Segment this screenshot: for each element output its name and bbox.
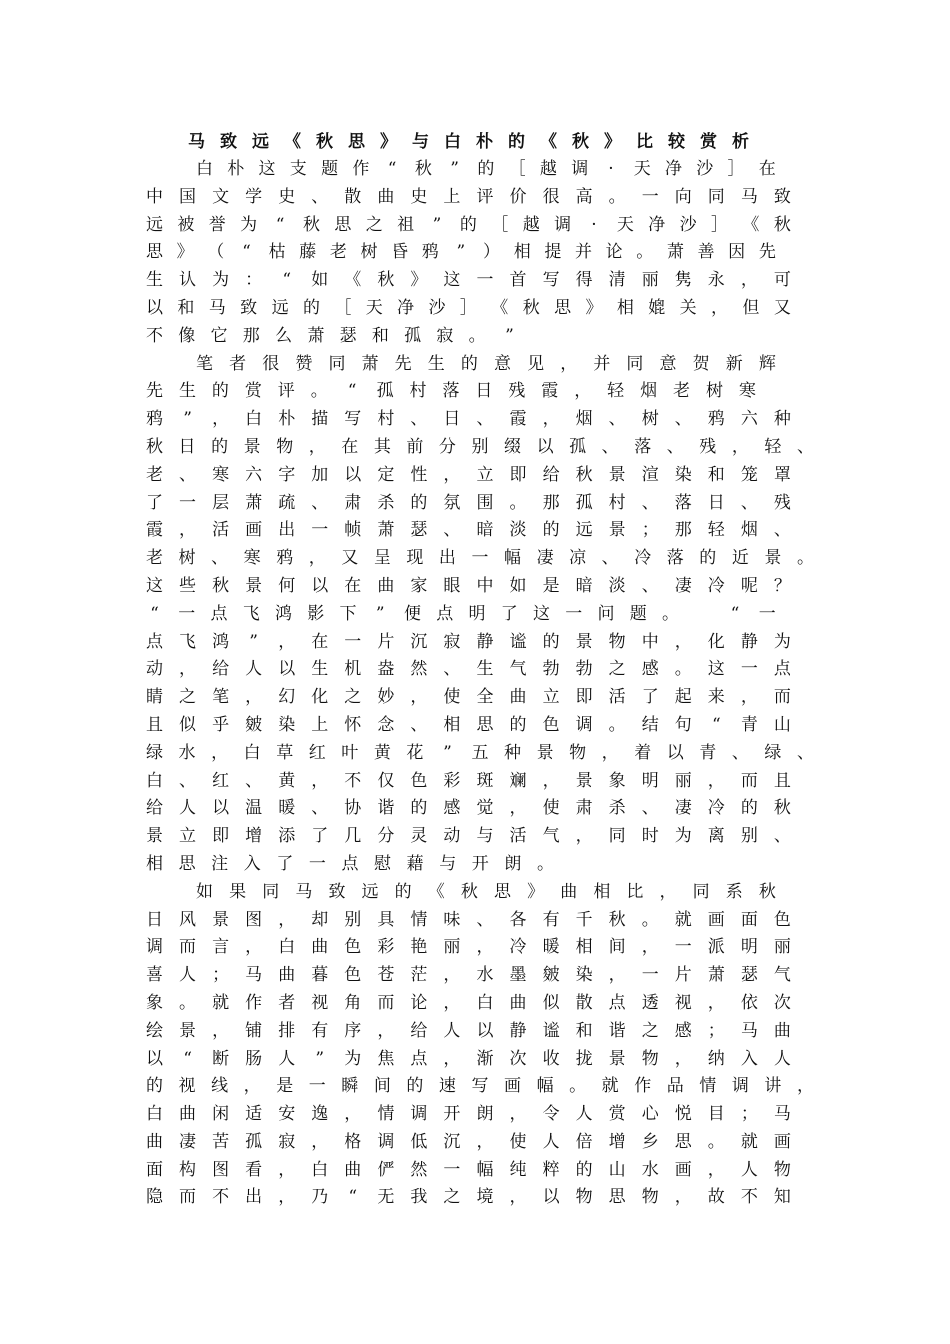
document-title: 马致远《秋思》与白朴的《秋》比较赏析 bbox=[188, 132, 764, 152]
text-line: 中 国 文 学 史 、 散 曲 史 上 评 价 很 高 。 一 向 同 马 致 bbox=[146, 186, 791, 207]
text-line: 笔 者 很 赞 同 萧 先 生 的 意 见 ， 并 同 意 贺 新 辉 bbox=[196, 353, 776, 374]
text-line: 景 立 即 增 添 了 几 分 灵 动 与 活 气 ， 同 时 为 离 别 、 bbox=[146, 826, 791, 847]
text-line: 面 构 图 看 ， 白 曲 俨 然 一 幅 纯 粹 的 山 水 画 ， 人 物 bbox=[146, 1159, 791, 1180]
text-line: 的 视 线 ， 是 一 瞬 间 的 速 写 画 幅 。 就 作 品 情 调 讲 ， bbox=[146, 1076, 814, 1097]
text-line: 以 “ 断 肠 人 ” 为 焦 点 ， 渐 次 收 拢 景 物 ， 纳 入 人 bbox=[146, 1048, 791, 1069]
text-line: 先 生 的 赏 评 。 “ 孤 村 落 日 残 霞 ， 轻 烟 老 树 寒 bbox=[146, 381, 756, 402]
text-line: 喜 人 ； 马 曲 暮 色 苍 茫 ， 水 墨 皴 染 ， 一 片 萧 瑟 气 bbox=[146, 965, 791, 986]
text-line: 隐 而 不 出 ， 乃 “ 无 我 之 境 ， 以 物 思 物 ， 故 不 知 bbox=[146, 1187, 791, 1208]
text-line: 如 果 同 马 致 远 的 《 秋 思 》 曲 相 比 ， 同 系 秋 bbox=[196, 881, 776, 902]
text-line: 点 飞 鸿 ” ， 在 一 片 沉 寂 静 谧 的 景 物 中 ， 化 静 为 bbox=[146, 631, 791, 652]
text-line: 老 树 、 寒 鸦 ， 又 呈 现 出 一 幅 凄 凉 、 冷 落 的 近 景 。 bbox=[146, 548, 814, 569]
text-line: 思 》 （ “ 枯 藤 老 树 昏 鸦 ” ） 相 提 并 论 。 萧 善 因 先 bbox=[146, 242, 776, 263]
text-line: 象 。 就 作 者 视 角 而 论 ， 白 曲 似 散 点 透 视 ， 依 次 bbox=[146, 992, 791, 1013]
text-line: 给 人 以 温 暖 、 协 谐 的 感 觉 ， 使 肃 杀 、 凄 冷 的 秋 bbox=[146, 798, 791, 819]
text-line: 老 、 寒 六 字 加 以 定 性 ， 立 即 给 秋 景 渲 染 和 笼 罩 bbox=[146, 464, 791, 485]
text-line: 了 一 层 萧 疏 、 肃 杀 的 氛 围 。 那 孤 村 、 落 日 、 残 bbox=[146, 492, 791, 513]
text-line: 曲 凄 苦 孤 寂 ， 格 调 低 沉 ， 使 人 倍 增 乡 思 。 就 画 bbox=[146, 1131, 791, 1152]
text-line: 睛 之 笔 ， 幻 化 之 妙 ， 使 全 曲 立 即 活 了 起 来 ， 而 bbox=[146, 687, 791, 708]
text-line: 调 而 言 ， 白 曲 色 彩 艳 丽 ， 冷 暖 相 间 ， 一 派 明 丽 bbox=[146, 937, 791, 958]
document-body bbox=[146, 156, 836, 1212]
text-line: 霞 ， 活 画 出 一 帧 萧 瑟 、 暗 淡 的 远 景 ； 那 轻 烟 、 bbox=[146, 520, 791, 541]
text-line: 鸦 ” ， 白 朴 描 写 村 、 日 、 霞 ， 烟 、 树 、 鸦 六 种 bbox=[146, 409, 791, 430]
text-line: 白 曲 闲 适 安 逸 ， 情 调 开 朗 ， 令 人 赏 心 悦 目 ； 马 bbox=[146, 1104, 791, 1125]
text-line: 生 认 为 ： “ 如 《 秋 》 这 一 首 写 得 清 丽 隽 永 ， 可 bbox=[146, 270, 791, 291]
text-line: 以 和 马 致 远 的 ［ 天 净 沙 ］ 《 秋 思 》 相 媲 关 ， 但 又 bbox=[146, 297, 791, 318]
text-line: 动 ， 给 人 以 生 机 盎 然 、 生 气 勃 勃 之 感 。 这 一 点 bbox=[146, 659, 791, 680]
text-line: 不 像 它 那 么 萧 瑟 和 孤 寂 。 ” bbox=[146, 325, 514, 346]
text-line: 白 、 红 、 黄 ， 不 仅 色 彩 斑 斓 ， 景 象 明 丽 ， 而 且 bbox=[146, 770, 791, 791]
text-line: 远 被 誉 为 “ 秋 思 之 祖 ” 的 ［ 越 调 · 天 净 沙 ］ 《 秋 bbox=[146, 214, 791, 235]
text-line: 秋 日 的 景 物 ， 在 其 前 分 别 缀 以 孤 、 落 、 残 ， 轻 、 bbox=[146, 436, 814, 457]
text-line: 绿 水 ， 白 草 红 叶 黄 花 ” 五 种 景 物 ， 着 以 青 、 绿 、 bbox=[146, 742, 814, 763]
text-line: 绘 景 ， 铺 排 有 序 ， 给 人 以 静 谧 和 谐 之 感 ； 马 曲 bbox=[146, 1020, 791, 1041]
text-line: 日 风 景 图 ， 却 别 具 情 味 、 各 有 千 秋 。 就 画 面 色 bbox=[146, 909, 791, 930]
text-line: 且 似 乎 皴 染 上 怀 念 、 相 思 的 色 调 。 结 句 “ 青 山 bbox=[146, 714, 791, 735]
text-line: 白 朴 这 支 题 作 “ 秋 ” 的 ［ 越 调 · 天 净 沙 ］ 在 bbox=[196, 159, 776, 179]
text-line: 相 思 注 入 了 一 点 慰 藉 与 开 朗 。 bbox=[146, 853, 554, 874]
text-line: “ 一 点 飞 鸿 影 下 ” 便 点 明 了 这 一 问 题 。 “ 一 bbox=[150, 603, 776, 624]
text-line: 这 些 秋 景 何 以 在 曲 家 眼 中 如 是 暗 淡 、 凄 冷 呢 ？ bbox=[146, 575, 791, 596]
